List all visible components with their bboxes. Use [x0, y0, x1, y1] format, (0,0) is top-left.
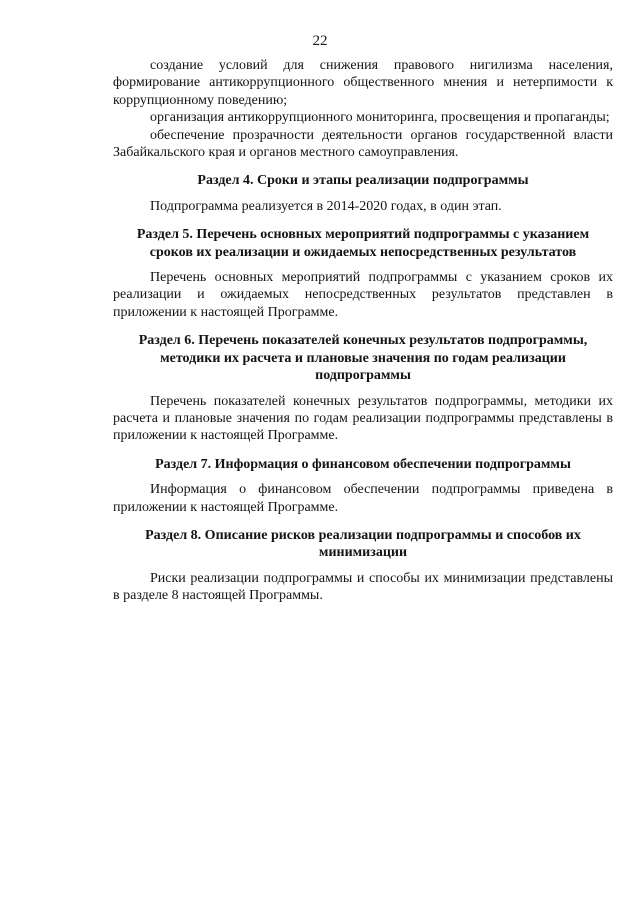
section-4 — [113, 172, 613, 215]
section-5-heading — [113, 226, 613, 261]
section-7-heading: Раздел 7. Информация о финансовом обеспечении подпрограммы — [155, 456, 571, 472]
section-6-heading-line: Раздел 6. Перечень показателей конечных результатов подпрограммы, — [138, 333, 588, 349]
intro-paragraph-1: создание условий для снижения правового нигилизма населения, формирование антикоррупционного общественного мнения и нетерпимости к коррупционному поведению; — [113, 58, 613, 108]
section-8 — [113, 527, 613, 605]
section-7 — [113, 456, 613, 516]
section-6-text: Перечень показателей конечных результатов подпрограммы, методики их расчета и плановые значения по годам реализации подпрограммы представлены в приложении к настоящей Программе. — [113, 393, 613, 444]
section-5 — [113, 226, 613, 321]
section-4-heading: Раздел 4. Сроки и этапы реализации подпрограммы — [197, 173, 529, 189]
page-content — [113, 57, 613, 605]
section-6 — [113, 332, 613, 444]
section-8-heading-line: минимизации — [318, 545, 408, 561]
section-8-text: Риски реализации подпрограммы и способы их минимизации представлены в разделе 8 настоящей Программы. — [113, 570, 613, 604]
section-6-heading — [113, 332, 613, 384]
section-6-heading-line: методики их расчета и плановые значения по годам реализации — [160, 350, 566, 366]
section-5-heading-line: Раздел 5. Перечень основных мероприятий подпрограммы с указанием — [136, 227, 590, 243]
section-4-text: Подпрограмма реализуется в 2014-2020 годах, в один этап. — [150, 198, 502, 214]
section-6-heading-line: подпрограммы — [315, 368, 411, 384]
section-8-heading — [113, 527, 613, 562]
section-5-text: Перечень основных мероприятий подпрограммы с указанием сроков их реализации и ожидаемых непосредственных результатов представлен в приложении к настоящей Программе. — [113, 270, 613, 320]
section-8-heading-line: Раздел 8. Описание рисков реализации подпрограммы и способов их — [145, 527, 581, 543]
section-7-text: Информация о финансовом обеспечении подпрограммы приведена в приложении к настоящей Программе. — [113, 482, 613, 515]
intro-paragraph-3: обеспечение прозрачности деятельности органов государственной власти Забайкальского края и органов местного самоуправления. — [113, 127, 613, 161]
intro-paragraph-2: организация антикоррупционного мониторинга, просвещения и пропаганды; — [150, 110, 610, 126]
page-number: 22 — [312, 33, 328, 49]
section-5-heading-line: сроков их реализации и ожидаемых непосредственных результатов — [149, 244, 577, 260]
